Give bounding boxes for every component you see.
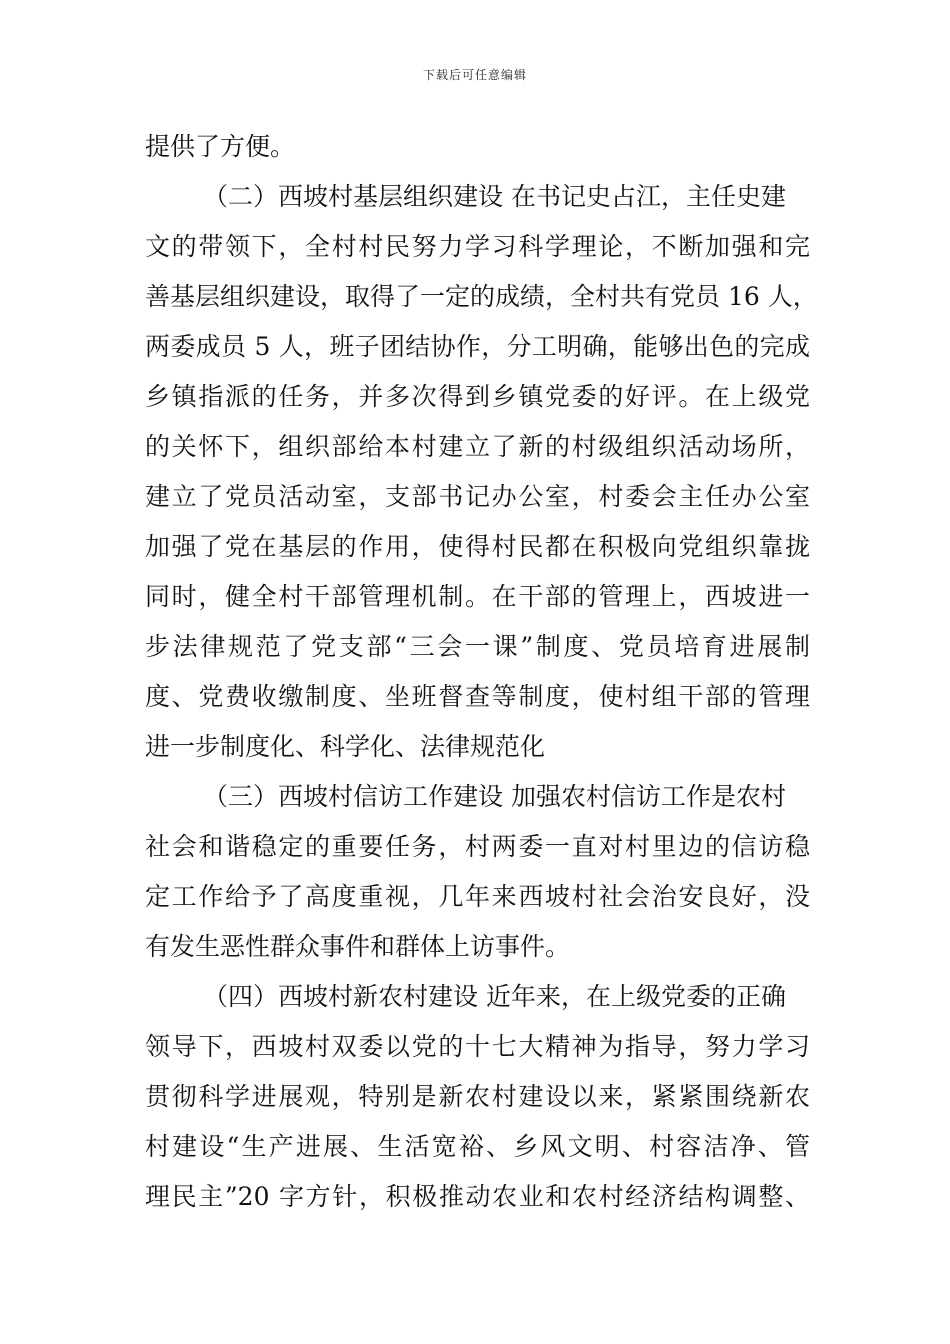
text-line: 建立了党员活动室，支部书记办公室，村委会主任办公室 xyxy=(145,482,810,511)
text-line: 乡镇指派的任务，并多次得到乡镇党委的好评。在上级党 xyxy=(145,382,810,411)
page-header-note: 下载后可任意编辑 xyxy=(422,68,527,82)
text-line: 善基层组织建设，取得了一定的成绩，全村共有党员 16 人， xyxy=(145,282,818,311)
text-line: 领导下，西坡村双委以党的十七大精神为指导，努力学习 xyxy=(145,1032,810,1061)
paragraph-heading-line: （四）西坡村新农村建设 近年来，在上级党委的正确 xyxy=(203,982,786,1011)
paragraph-heading-line: （三）西坡村信访工作建设 加强农村信访工作是农村 xyxy=(203,782,786,811)
text-line: 有发生恶性群众事件和群体上访事件。 xyxy=(145,932,571,961)
text-line: 度、党费收缴制度、坐班督查等制度，使村组干部的管理 xyxy=(145,682,810,711)
text-line: 步法律规范了党支部“三会一课”制度、党员培育进展制 xyxy=(145,632,810,661)
text-line: 同时，健全村干部管理机制。在干部的管理上，西坡进一 xyxy=(145,582,810,611)
document-body xyxy=(145,122,818,1222)
text-line: 进一步制度化、科学化、法律规范化 xyxy=(145,732,546,761)
text-line: 社会和谐稳定的重要任务，村两委一直对村里边的信访稳 xyxy=(145,832,810,861)
text-line: 文的带领下，全村村民努力学习科学理论，不断加强和完 xyxy=(145,232,810,261)
text-line: 两委成员 5 人，班子团结协作，分工明确，能够出色的完成 xyxy=(145,332,810,361)
text-line: 加强了党在基层的作用，使得村民都在积极向党组织靠拢 xyxy=(145,532,810,561)
text-line: 贯彻科学进展观，特别是新农村建设以来，紧紧围绕新农 xyxy=(145,1082,810,1111)
text-line: 的关怀下，组织部给本村建立了新的村级组织活动场所， xyxy=(145,432,810,461)
text-line: 村建设“生产进展、生活宽裕、乡风文明、村容洁净、管 xyxy=(145,1132,810,1161)
paragraph-heading-line: （二）西坡村基层组织建设 在书记史占江，主任史建 xyxy=(203,182,786,211)
text-line: 定工作给予了高度重视，几年来西坡村社会治安良好，没 xyxy=(145,882,810,911)
text-line: 理民主”20 字方针，积极推动农业和农村经济结构调整、 xyxy=(145,1182,810,1211)
text-line: 提供了方便。 xyxy=(145,132,296,161)
